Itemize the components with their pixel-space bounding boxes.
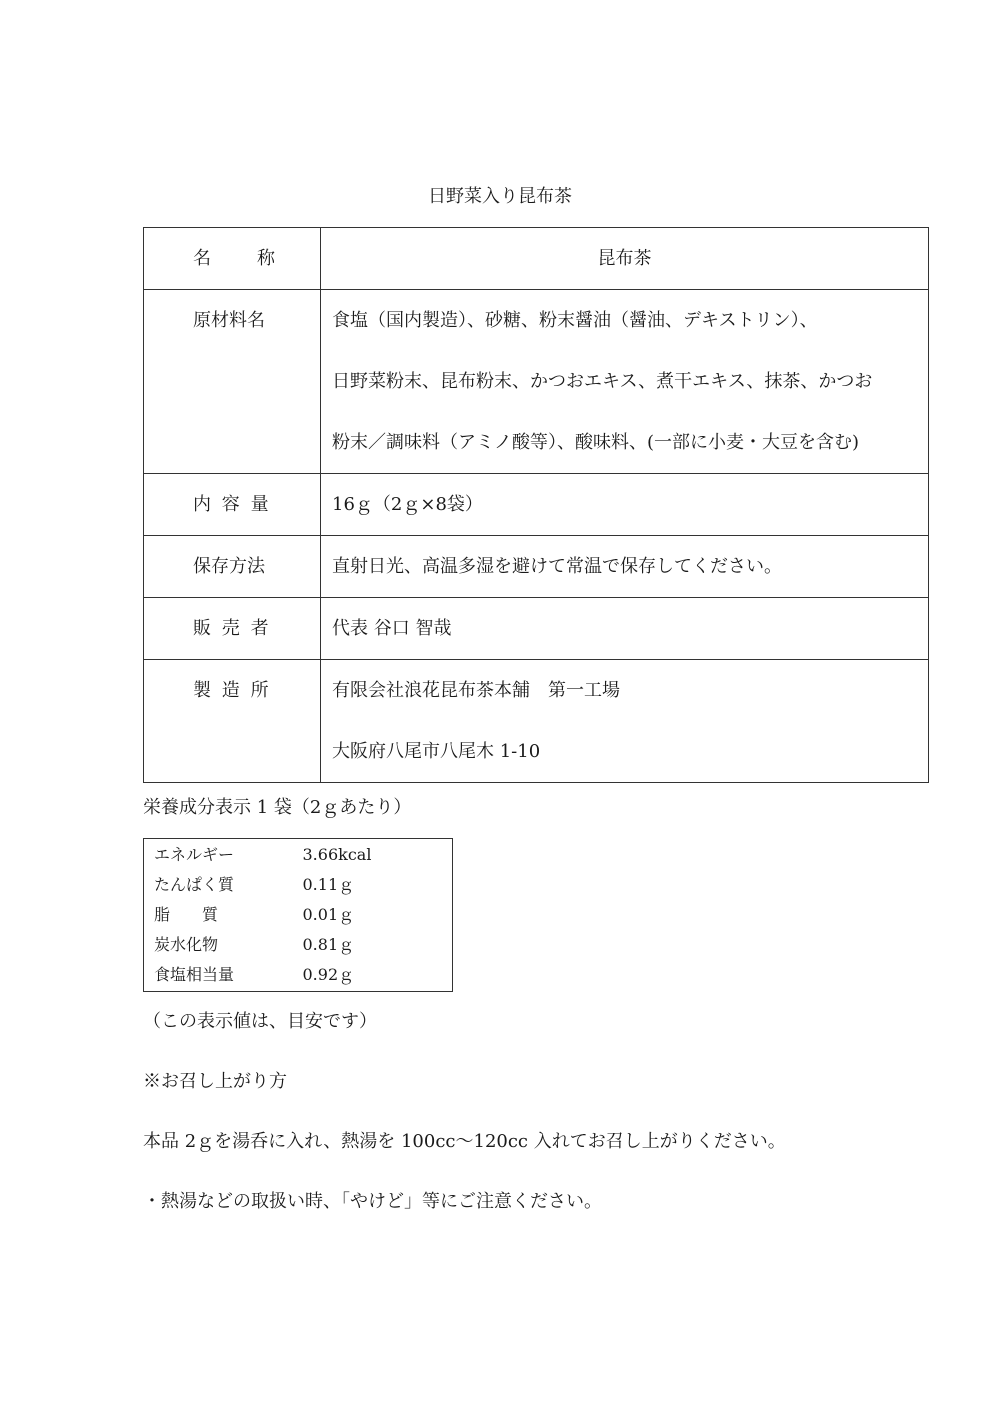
name-value: 昆布茶	[321, 228, 929, 290]
seller-value: 代表 谷口 智哉	[321, 598, 929, 660]
table-row-ingredients	[144, 290, 929, 474]
nutrition-label: 炭水化物	[154, 935, 219, 954]
nutrition-label: 脂 質	[154, 905, 219, 924]
storage-label: 保存方法	[144, 536, 321, 598]
nutrition-label: 食塩相当量	[154, 965, 235, 984]
content-label-text: 内容量	[193, 494, 280, 515]
name-label-char-2: 称	[257, 248, 275, 269]
ingredients-line-1: 食塩（国内製造）、砂糖、粉末醤油（醤油、デキストリン）、	[332, 310, 818, 331]
ingredients-line-3: 粉末／調味料（アミノ酸等）、酸味料、(一部に小麦・大豆を含む)	[332, 432, 860, 453]
table-row-name	[144, 228, 929, 290]
name-label-char-1: 名	[193, 248, 211, 269]
table-row-storage	[144, 536, 929, 598]
nutrition-table	[143, 838, 453, 992]
ingredients-line-2: 日野菜粉末、昆布粉末、かつおエキス、煮干エキス、抹茶、かつお	[332, 371, 873, 392]
manufacturer-label	[144, 660, 321, 783]
seller-label	[144, 598, 321, 660]
nutrition-row	[144, 870, 453, 900]
nutrition-row	[144, 960, 453, 992]
nutrition-value: 0.81ｇ	[302, 935, 355, 954]
nutrition-disclaimer: （この表示値は、目安です）	[143, 1011, 377, 1032]
storage-value: 直射日光、高温多湿を避けて常温で保存してください。	[321, 536, 929, 598]
nutrition-value: 0.11ｇ	[302, 875, 355, 894]
table-row-manufacturer	[144, 660, 929, 783]
nutrition-row	[144, 839, 453, 871]
manufacturer-value	[321, 660, 929, 783]
document-title: 日野菜入り昆布茶	[428, 186, 572, 207]
nutrition-value: 3.66kcal	[302, 845, 372, 864]
caution-text: ・熱湯などの取扱い時、「やけど」等にご注意ください。	[143, 1191, 602, 1212]
manufacturer-line-2: 大阪府八尾市八尾木 1-10	[332, 741, 541, 762]
table-row-seller	[144, 598, 929, 660]
nutrition-value: 0.01ｇ	[302, 905, 355, 924]
nutrition-row	[144, 930, 453, 960]
table-row-content	[144, 474, 929, 536]
how-to-text: 本品 2ｇを湯呑に入れ、熱湯を 100cc～120cc 入れてお召し上がりください。	[143, 1131, 786, 1152]
content-label	[144, 474, 321, 536]
manufacturer-label-text: 製造所	[193, 680, 280, 701]
nutrition-label: エネルギー	[154, 845, 235, 864]
nutrition-row	[144, 900, 453, 930]
nutrition-label: たんぱく質	[154, 875, 235, 894]
nutrition-value: 0.92ｇ	[302, 965, 355, 984]
how-to-heading: ※お召し上がり方	[143, 1071, 287, 1092]
product-label-table	[143, 227, 929, 783]
content-value: 16ｇ（2ｇ×8袋）	[321, 474, 929, 536]
seller-label-text: 販売者	[193, 618, 280, 639]
manufacturer-line-1: 有限会社浪花昆布茶本舗 第一工場	[332, 680, 620, 701]
name-label	[144, 228, 321, 290]
ingredients-value	[321, 290, 929, 474]
ingredients-label: 原材料名	[144, 290, 321, 474]
nutrition-heading: 栄養成分表示 1 袋（2ｇあたり）	[143, 797, 412, 818]
